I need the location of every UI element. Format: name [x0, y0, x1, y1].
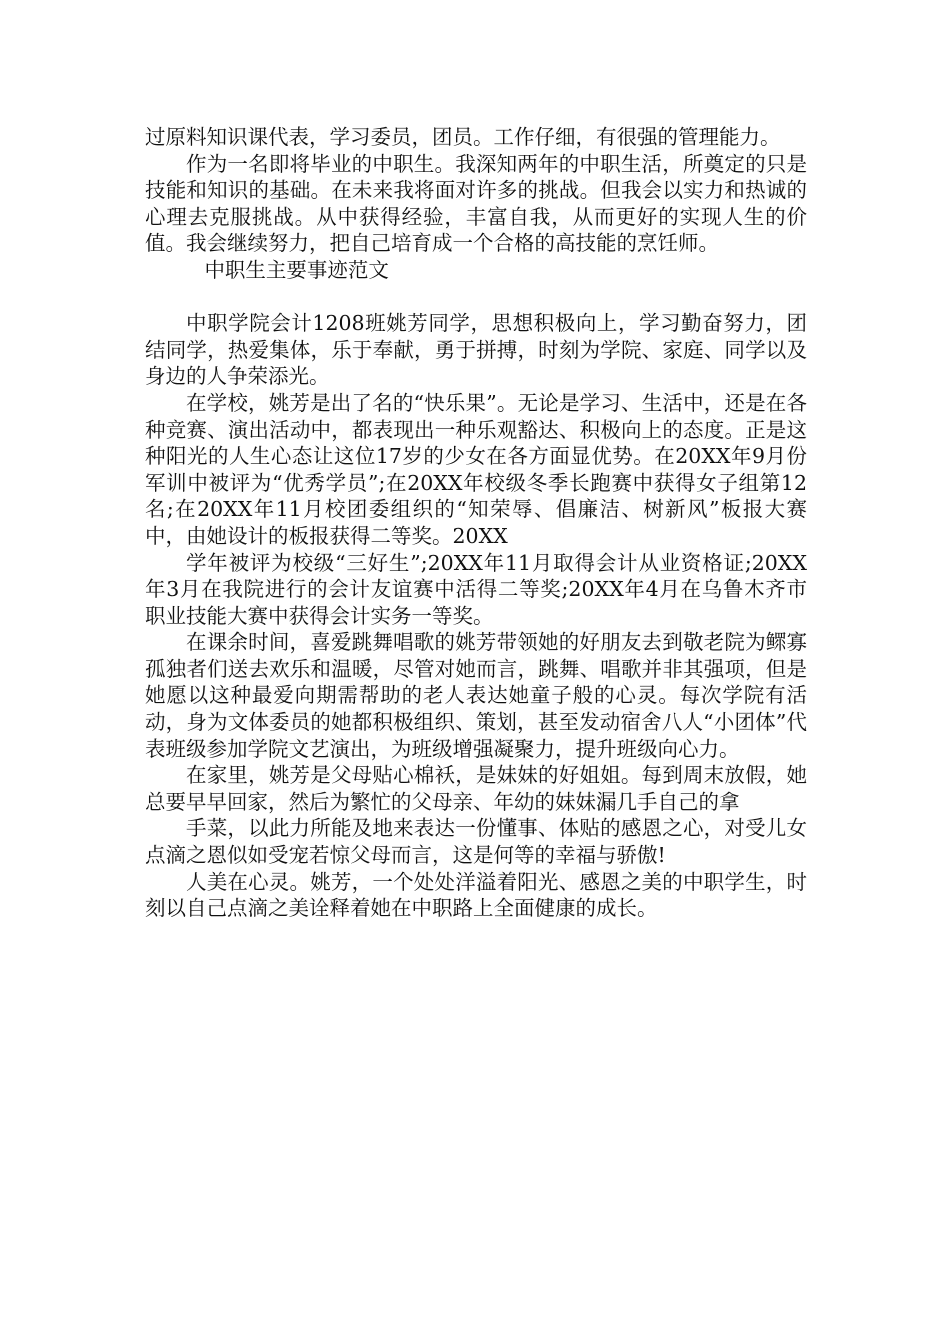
paragraph-spare-time: 在课余时间，喜爱跳舞唱歌的姚芳带领她的好朋友去到敬老院为鳏寡孤独者们送去欢乐和温暖，尽管对她而言，跳舞、唱歌并非其强项，但是她愿以这种最爱向期需帮助的老人表达她童子般的心灵。每次学院有活动，身为文体委员的她都积极组织、策划，甚至发动宿舍八人“小团体”代表班级参加学院文艺演出，为班级增强凝聚力，提升班级向心力。 [145, 630, 807, 761]
section-title: 中职生主要事迹范文 [204, 257, 389, 282]
paragraph-conclusion: 人美在心灵。姚芳，一个处处洋溢着阳光、感恩之美的中职学生，时刻以自己点滴之美诠释着她在中职路上全面健康的成长。 [145, 869, 807, 921]
paragraph-school: 在学校，姚芳是出了名的“快乐果”。无论是学习、生活中，还是在各种竞赛、演出活动中，都表现出一种乐观豁达、积极向上的态度。正是这种阳光的人生心态让这位17岁的少女在各方面显优势。在20XX年9月份军训中被评为“优秀学员”;在20XX年校级冬季长跑赛中获得女子组第12名;在20XX年11月校团委组织的“知荣辱、倡廉洁、树新风”板报大赛中，由她设计的板报获得二等奖。20XX [145, 390, 807, 548]
blank-line [145, 284, 807, 311]
paragraph-home: 在家里，姚芳是父母贴心棉袄，是妹妹的好姐姐。每到周末放假，她总要早早回家，然后为繁忙的父母亲、年幼的妹妹漏几手自己的拿 [145, 763, 807, 814]
continued-paragraph: 过原料知识课代表，学习委员，团员。工作仔细，有很强的管理能力。 [145, 125, 781, 149]
paragraph-gratitude: 手菜，以此力所能及地来表达一份懂事、体贴的感恩之心，对受儿女点滴之恩似如受宠若惊父母而言，这是何等的幸福与骄傲! [145, 816, 807, 868]
document-page [145, 124, 807, 922]
paragraph-graduation: 作为一名即将毕业的中职生。我深知两年的中职生活，所奠定的只是技能和知识的基础。在未来我将面对许多的挑战。但我会以实力和热诚的心理去克服挑战。从中获得经验，丰富自我，从而更好的实现人生的价值。我会继续努力，把自己培育成一个合格的高技能的烹饪师。 [145, 151, 807, 256]
paragraph-intro: 中职学院会计1208班姚芳同学，思想积极向上，学习勤奋努力，团结同学，热爱集体，乐于奉献，勇于拼搏，时刻为学院、家庭、同学以及身边的人争荣添光。 [145, 311, 807, 389]
paragraph-awards: 学年被评为校级“三好生”;20XX年11月取得会计从业资格证;20XX年3月在我院进行的会计友谊赛中活得二等奖;20XX年4月在乌鲁木齐市职业技能大赛中获得会计实务一等奖。 [145, 550, 807, 628]
